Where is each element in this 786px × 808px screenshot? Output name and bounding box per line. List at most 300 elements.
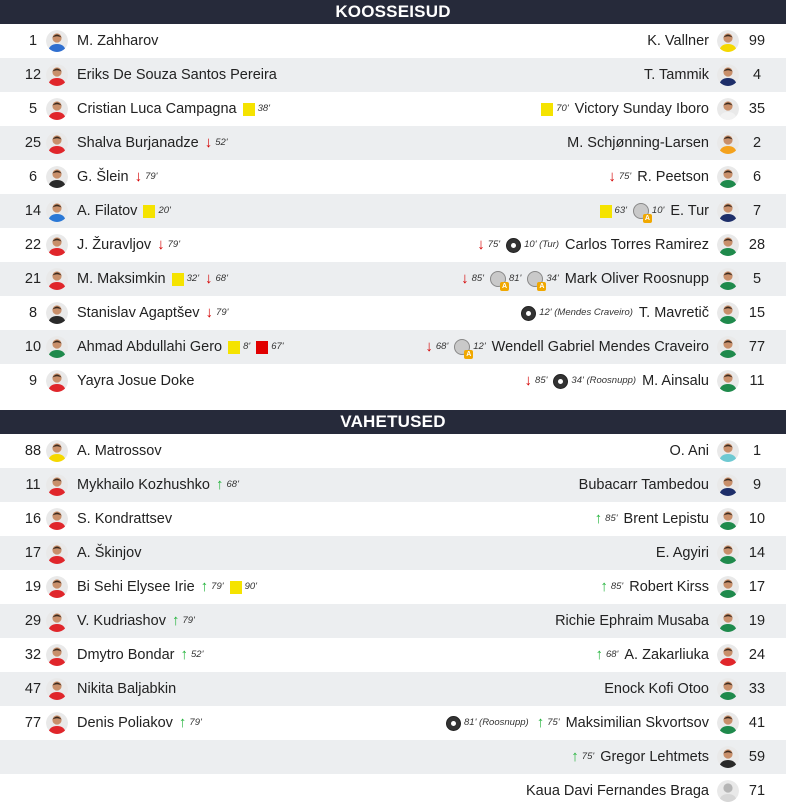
player-name[interactable]: M. Schjønning-Larsen: [567, 135, 709, 151]
lineups-list: [0, 24, 786, 398]
player-avatar[interactable]: [717, 610, 739, 632]
player-avatar[interactable]: [717, 336, 739, 358]
sub-out-arrow-icon: ↓: [205, 304, 214, 321]
shirt-number: 5: [28, 101, 38, 117]
substitutes-list: [0, 434, 786, 808]
player-name[interactable]: A. Škinjov: [77, 545, 142, 561]
shirt-number: 59: [748, 749, 766, 765]
lineup-row: [0, 228, 786, 262]
sub-in-arrow-icon: ↑: [536, 714, 545, 731]
player-avatar[interactable]: [717, 576, 739, 598]
event-minute: 68': [605, 649, 619, 660]
assist-icon: [490, 271, 506, 287]
player-avatar[interactable]: [717, 542, 739, 564]
shirt-number: 4: [752, 67, 762, 83]
player-name[interactable]: A. Matrossov: [77, 443, 162, 459]
player-name[interactable]: V. Kudriashov: [77, 613, 166, 629]
shirt-number: 88: [24, 443, 42, 459]
shirt-number: 5: [752, 271, 762, 287]
player-avatar[interactable]: [46, 678, 68, 700]
shirt-number: 19: [24, 579, 42, 595]
event-minute: 79': [145, 171, 158, 182]
substitute-row: [0, 740, 786, 774]
sub-in-arrow-icon: ↑: [571, 748, 579, 765]
home-player-info: [77, 706, 202, 740]
shirt-number: 15: [748, 305, 766, 321]
substitution-out-event: [606, 160, 631, 194]
red-card-icon: [256, 341, 268, 354]
player-name[interactable]: M. Maksimkin: [77, 271, 166, 287]
event-minute: 85': [471, 273, 484, 284]
home-player-info: [77, 364, 194, 398]
home-player-info: [77, 434, 162, 468]
substitution-in-event: [199, 570, 224, 604]
away-player-info: [569, 740, 709, 774]
away-player-info: [521, 296, 709, 330]
event-minute: 79': [189, 717, 202, 728]
shirt-number: 71: [748, 783, 766, 799]
player-avatar[interactable]: [717, 712, 739, 734]
goal-ball-icon: [521, 306, 536, 321]
yellow-card-icon: [172, 273, 184, 286]
shirt-number: 35: [748, 101, 766, 117]
yellow-card-icon: [541, 103, 553, 116]
yellow-card-event: [598, 194, 627, 228]
assist-icon: [527, 271, 543, 287]
home-player-info: [77, 638, 203, 672]
home-player-info: [77, 160, 157, 194]
player-name[interactable]: A. Zakarliuka: [624, 647, 709, 663]
away-player-info: [555, 604, 709, 638]
substitute-row: [0, 468, 786, 502]
yellow-card-icon: [600, 205, 612, 218]
shirt-number: 28: [748, 237, 766, 253]
substitution-in-event: [593, 638, 618, 672]
event-minute: 90': [244, 581, 257, 592]
shirt-number: 10: [748, 511, 766, 527]
sub-in-arrow-icon: ↑: [594, 510, 603, 527]
away-player-info: [567, 126, 709, 160]
event-minute: 10' (Tur): [524, 239, 560, 250]
sub-out-arrow-icon: ↓: [157, 236, 165, 253]
player-name[interactable]: Yayra Josue Doke: [77, 373, 195, 389]
away-player-info: [446, 706, 709, 740]
player-name[interactable]: Dmytro Bondar: [77, 647, 175, 663]
home-player-info: [77, 58, 277, 92]
sub-out-arrow-icon: ↓: [608, 168, 616, 185]
lineup-row: [0, 126, 786, 160]
event-minute: 75': [581, 751, 595, 762]
player-name[interactable]: E. Tur: [670, 203, 709, 219]
away-player-info: [644, 58, 709, 92]
shirt-number: 47: [24, 681, 42, 697]
player-name[interactable]: Mykhailo Kozhushko: [77, 477, 210, 493]
shirt-number: 10: [24, 339, 42, 355]
home-player-info: [77, 570, 257, 604]
event-minute: 63': [614, 205, 627, 216]
player-avatar[interactable]: [46, 30, 68, 52]
player-avatar[interactable]: [46, 302, 68, 324]
goal-ball-icon: [506, 238, 521, 253]
event-minute: 20': [158, 205, 171, 216]
lineup-row: [0, 24, 786, 58]
section-gap: [0, 398, 786, 410]
away-player-info: [598, 570, 709, 604]
player-name[interactable]: Carlos Torres Ramirez: [565, 237, 709, 253]
goal-event: [446, 706, 529, 740]
assist-icon: [633, 203, 649, 219]
player-avatar[interactable]: [46, 542, 68, 564]
player-name[interactable]: T. Tammik: [644, 67, 709, 83]
away-player-info: [593, 638, 709, 672]
shirt-number: 21: [24, 271, 42, 287]
event-minute: 12': [473, 341, 486, 352]
home-player-info: [77, 126, 228, 160]
event-minute: 52': [215, 137, 228, 148]
home-player-info: [77, 330, 284, 364]
red-card-event: [254, 330, 283, 364]
shirt-number: 11: [749, 373, 765, 389]
event-minute: 32': [186, 273, 200, 284]
shirt-number: 8: [28, 305, 38, 321]
yellow-card-icon: [243, 103, 255, 116]
home-player-info: [77, 24, 158, 58]
substitute-row: [0, 536, 786, 570]
goal-ball-icon: [553, 374, 568, 389]
substitute-row: [0, 672, 786, 706]
event-minute: 75': [547, 717, 560, 728]
player-avatar[interactable]: [717, 268, 739, 290]
player-avatar[interactable]: [46, 440, 68, 462]
player-avatar[interactable]: [46, 132, 68, 154]
substitute-row: [0, 570, 786, 604]
substitution-out-event: [475, 228, 500, 262]
substitution-out-event: [423, 330, 448, 364]
event-minute: 67': [271, 341, 284, 352]
substitute-row: [0, 502, 786, 536]
player-avatar[interactable]: [717, 746, 739, 768]
player-avatar[interactable]: [46, 166, 68, 188]
player-avatar[interactable]: [717, 98, 739, 120]
shirt-number: 11: [25, 477, 41, 493]
player-name[interactable]: Ahmad Abdullahi Gero: [77, 339, 223, 355]
shirt-number: 6: [28, 169, 38, 185]
player-avatar[interactable]: [46, 64, 68, 86]
player-avatar[interactable]: [46, 370, 68, 392]
player-avatar[interactable]: [46, 610, 68, 632]
sub-out-arrow-icon: ↓: [134, 168, 143, 185]
shirt-number: 33: [748, 681, 766, 697]
substitution-in-event: [170, 604, 195, 638]
substitution-out-event: [459, 262, 484, 296]
player-avatar[interactable]: [717, 440, 739, 462]
away-player-info: [604, 672, 709, 706]
sub-out-arrow-icon: ↓: [477, 236, 485, 253]
shirt-number: 1: [752, 443, 762, 459]
lineup-row: [0, 194, 786, 228]
event-minute: 52': [191, 649, 204, 660]
player-avatar[interactable]: [717, 302, 739, 324]
player-avatar[interactable]: [46, 200, 68, 222]
lineup-row: [0, 330, 786, 364]
sub-in-arrow-icon: ↑: [600, 578, 608, 595]
player-avatar[interactable]: [717, 64, 739, 86]
player-avatar[interactable]: [717, 30, 739, 52]
substitute-row: [0, 706, 786, 740]
event-minute: 8': [243, 341, 251, 352]
home-player-info: [77, 502, 172, 536]
substitution-in-event: [535, 706, 560, 740]
away-player-info: [593, 502, 709, 536]
substitute-row: [0, 604, 786, 638]
player-name[interactable]: Gregor Lehtmets: [600, 749, 709, 765]
player-name[interactable]: Maksimilian Skvortsov: [565, 715, 709, 731]
shirt-number: 14: [24, 203, 42, 219]
player-name[interactable]: Stanislav Agaptšev: [77, 305, 200, 321]
away-player-info: [670, 434, 710, 468]
shirt-number: 24: [748, 647, 766, 663]
player-avatar[interactable]: [717, 200, 739, 222]
event-minute: 85': [535, 375, 548, 386]
player-avatar[interactable]: [46, 98, 68, 120]
player-name[interactable]: Shalva Burjanadze: [77, 135, 199, 151]
lineup-row: [0, 262, 786, 296]
assist-event: [527, 262, 558, 296]
event-minute: 75': [618, 171, 632, 182]
player-name[interactable]: M. Zahharov: [77, 33, 159, 49]
assist-event: [454, 330, 485, 364]
substitution-out-event: [204, 296, 229, 330]
home-player-info: [77, 262, 228, 296]
home-player-info: [77, 228, 180, 262]
player-avatar[interactable]: [46, 268, 68, 290]
yellow-card-event: [170, 262, 199, 296]
yellow-card-event: [226, 330, 250, 364]
player-avatar[interactable]: [717, 508, 739, 530]
substitutes-header: VAHETUSED: [0, 410, 786, 434]
sub-out-arrow-icon: ↓: [425, 338, 433, 355]
shirt-number: 1: [28, 33, 38, 49]
player-name[interactable]: R. Peetson: [637, 169, 709, 185]
sub-out-arrow-icon: ↓: [524, 372, 533, 389]
player-name[interactable]: Robert Kirss: [629, 579, 709, 595]
away-player-info: [526, 774, 709, 808]
player-name[interactable]: E. Agyiri: [655, 545, 709, 561]
substitute-row: [0, 774, 786, 808]
goal-event: [521, 296, 633, 330]
player-avatar[interactable]: [46, 234, 68, 256]
substitution-in-event: [598, 570, 623, 604]
substitution-in-event: [593, 502, 618, 536]
sub-in-arrow-icon: ↑: [178, 714, 187, 731]
shirt-number: 9: [752, 477, 762, 493]
event-minute: 12' (Mendes Craveiro): [539, 307, 633, 318]
player-name[interactable]: Cristian Luca Campagna: [77, 101, 237, 117]
player-avatar[interactable]: [46, 712, 68, 734]
away-player-info: [475, 228, 709, 262]
shirt-number: 6: [752, 169, 762, 185]
shirt-number: 32: [24, 647, 42, 663]
shirt-number: 9: [28, 373, 38, 389]
lineups-header: KOOSSEISUD: [0, 0, 786, 24]
player-avatar[interactable]: [46, 576, 68, 598]
event-minute: 70': [556, 103, 569, 114]
away-player-info: [423, 330, 709, 364]
player-avatar[interactable]: [717, 644, 739, 666]
substitution-out-event: [203, 126, 228, 160]
away-player-info: [539, 92, 709, 126]
sub-in-arrow-icon: ↑: [216, 476, 224, 493]
player-name[interactable]: T. Mavretič: [638, 305, 709, 321]
away-player-info: [656, 536, 709, 570]
sub-in-arrow-icon: ↑: [180, 646, 189, 663]
substitute-row: [0, 434, 786, 468]
assist-event: [633, 194, 664, 228]
sub-in-arrow-icon: ↑: [200, 578, 209, 595]
assist-event: [490, 262, 521, 296]
event-minute: 68': [215, 273, 228, 284]
yellow-card-icon: [228, 341, 240, 354]
goal-ball-icon: [446, 716, 461, 731]
away-player-info: [523, 364, 709, 398]
player-name[interactable]: Brent Lepistu: [623, 511, 709, 527]
lineup-row: [0, 160, 786, 194]
home-player-info: [77, 468, 239, 502]
sub-out-arrow-icon: ↓: [205, 270, 213, 287]
yellow-card-event: [228, 570, 257, 604]
shirt-number: 22: [24, 237, 42, 253]
player-avatar[interactable]: [717, 780, 739, 802]
player-name[interactable]: Nikita Baljabkin: [77, 681, 177, 697]
shirt-number: 14: [748, 545, 766, 561]
shirt-number: 25: [24, 135, 42, 151]
player-name[interactable]: Eriks De Souza Santos Pereira: [77, 67, 277, 83]
shirt-number: 99: [748, 33, 766, 49]
shirt-number: 7: [752, 203, 762, 219]
player-name[interactable]: J. Žuravljov: [77, 237, 152, 253]
event-minute: 68': [435, 341, 449, 352]
sub-in-arrow-icon: ↑: [171, 612, 180, 629]
substitution-in-event: [177, 706, 202, 740]
player-avatar[interactable]: [717, 370, 739, 392]
yellow-card-icon: [230, 581, 242, 594]
away-player-info: [598, 194, 709, 228]
shirt-number: 12: [24, 67, 42, 83]
substitution-in-event: [569, 740, 594, 774]
away-player-info: [647, 24, 709, 58]
player-avatar[interactable]: [46, 644, 68, 666]
player-name[interactable]: Bi Sehi Elysee Irie: [77, 579, 195, 595]
player-avatar[interactable]: [717, 166, 739, 188]
player-name[interactable]: S. Kondrattsev: [77, 511, 173, 527]
away-player-info: [579, 468, 709, 502]
event-minute: 34': [546, 273, 559, 284]
substitution-out-event: [203, 262, 228, 296]
player-name[interactable]: K. Vallner: [647, 33, 709, 49]
player-avatar[interactable]: [717, 132, 739, 154]
home-player-info: [77, 194, 171, 228]
player-avatar[interactable]: [717, 474, 739, 496]
event-minute: 81': [508, 273, 522, 284]
player-name[interactable]: M. Ainsalu: [642, 373, 709, 389]
shirt-number: 29: [24, 613, 42, 629]
player-name[interactable]: Kaua Davi Fernandes Braga: [526, 783, 709, 799]
player-name[interactable]: Denis Poliakov: [77, 715, 173, 731]
home-player-info: [77, 296, 228, 330]
shirt-number: 17: [748, 579, 766, 595]
away-player-info: [606, 160, 709, 194]
shirt-number: 77: [24, 715, 42, 731]
assist-icon: [454, 339, 470, 355]
player-avatar[interactable]: [717, 678, 739, 700]
player-name[interactable]: Victory Sunday Iboro: [574, 101, 709, 117]
home-player-info: [77, 604, 195, 638]
substitute-row: [0, 638, 786, 672]
lineup-row: [0, 58, 786, 92]
player-name[interactable]: Mark Oliver Roosnupp: [564, 271, 709, 287]
player-name[interactable]: Richie Ephraim Musaba: [555, 613, 709, 629]
event-minute: 81' (Roosnupp): [464, 717, 529, 728]
sub-out-arrow-icon: ↓: [461, 270, 469, 287]
shirt-number: 19: [748, 613, 766, 629]
sub-in-arrow-icon: ↑: [595, 646, 603, 663]
yellow-card-event: [241, 92, 270, 126]
shirt-number: 2: [752, 135, 762, 151]
player-name[interactable]: A. Filatov: [77, 203, 138, 219]
player-name[interactable]: G. Šlein: [77, 169, 129, 185]
event-minute: 79': [182, 615, 195, 626]
away-player-info: [459, 262, 709, 296]
shirt-number: 17: [24, 545, 42, 561]
event-minute: 79': [167, 239, 181, 250]
substitution-in-event: [214, 468, 239, 502]
yellow-card-event: [539, 92, 568, 126]
event-minute: 10': [651, 205, 665, 216]
substitution-out-event: [523, 364, 548, 398]
event-minute: 85': [605, 513, 618, 524]
player-avatar[interactable]: [46, 336, 68, 358]
substitution-out-event: [133, 160, 158, 194]
yellow-card-event: [141, 194, 170, 228]
event-minute: 75': [487, 239, 501, 250]
player-name[interactable]: Enock Kofi Otoo: [604, 681, 709, 697]
goal-event: [553, 364, 636, 398]
home-player-info: [77, 536, 141, 570]
home-player-info: [77, 672, 176, 706]
substitution-out-event: [155, 228, 180, 262]
player-avatar[interactable]: [46, 508, 68, 530]
sub-out-arrow-icon: ↓: [204, 134, 213, 151]
shirt-number: 16: [24, 511, 42, 527]
event-minute: 68': [226, 479, 239, 490]
player-name[interactable]: O. Ani: [669, 443, 709, 459]
lineup-row: [0, 92, 786, 126]
event-minute: 38': [257, 103, 270, 114]
shirt-number: 77: [748, 339, 766, 355]
lineup-row: [0, 296, 786, 330]
player-avatar[interactable]: [46, 474, 68, 496]
player-avatar[interactable]: [717, 234, 739, 256]
lineup-row: [0, 364, 786, 398]
player-name[interactable]: Wendell Gabriel Mendes Craveiro: [491, 339, 709, 355]
player-name[interactable]: Bubacarr Tambedou: [578, 477, 709, 493]
substitution-in-event: [179, 638, 204, 672]
event-minute: 34' (Roosnupp): [571, 375, 637, 386]
goal-event: [506, 228, 559, 262]
home-player-info: [77, 92, 270, 126]
yellow-card-icon: [143, 205, 155, 218]
shirt-number: 41: [748, 715, 766, 731]
